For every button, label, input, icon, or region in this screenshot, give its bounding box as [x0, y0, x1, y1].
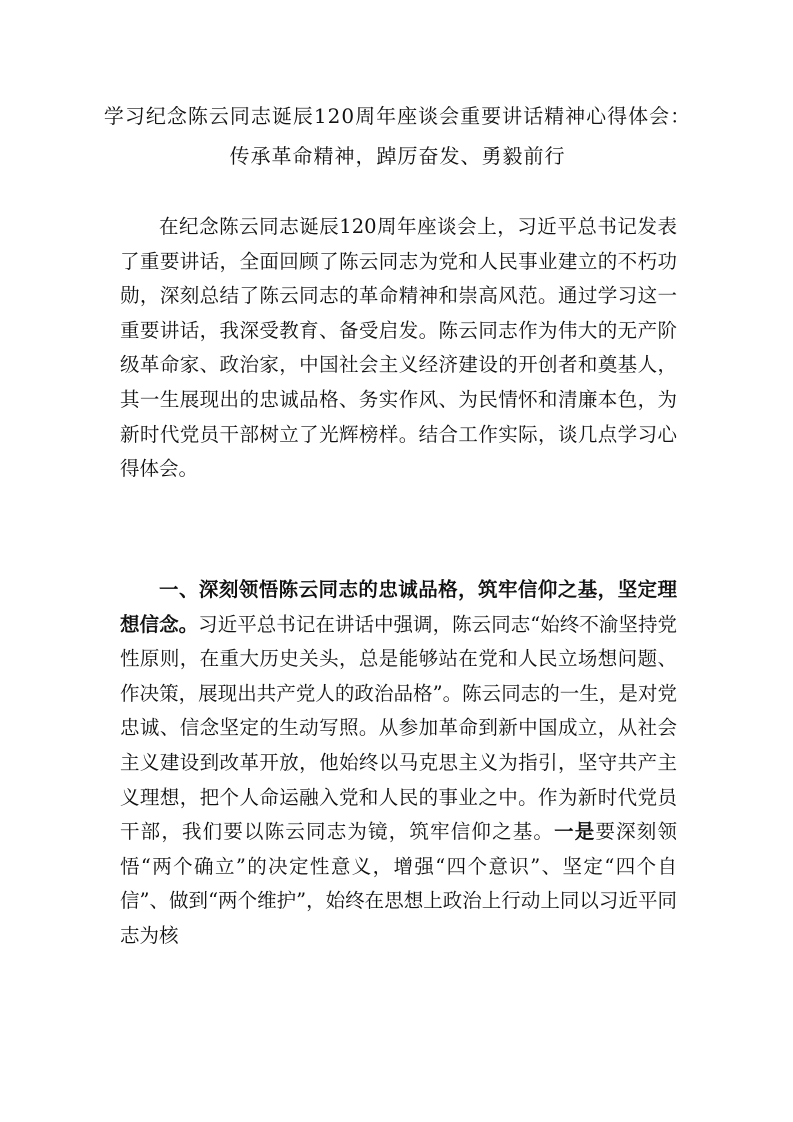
point-one-label: 一是 — [554, 820, 596, 844]
point-one-text: 要深刻领悟“两个确立”的决定性意义，增强“四个意识”、坚定“四个自信”、做到“两个维护”，始终在思想上政治上行动上同以习近平同志为核 — [120, 820, 677, 947]
intro-paragraph: 在纪念陈云同志诞辰120周年座谈会上，习近平总书记发表了重要讲话，全面回顾了陈云同志为党和人民事业建立的不朽功勋，深刻总结了陈云同志的革命精神和崇高风范。通过学习这一重要讲话，我深受教育、备受启发。陈云同志作为伟大的无产阶级革命家、政治家，中国社会主义经济建设的开创者和奠基人，其一生展现出的忠诚品格、务实作风、为民情怀和清廉本色，为新时代党员干部树立了光辉榜样。结合工作实际，谈几点学习心得体会。 — [120, 215, 677, 481]
section-one-paragraph — [120, 573, 677, 954]
document-title: 学习纪念陈云同志诞辰120周年座谈会重要讲话精神心得体会：传承革命精神，踔厉奋发、勇毅前行 — [103, 104, 692, 168]
section-one-heading: 一、深刻领悟陈云同志的忠诚品格，筑牢信仰之基，坚定理想信念。 — [120, 578, 677, 636]
section-one-text: 习近平总书记在讲话中强调，陈云同志“始终不渝坚持党性原则，在重大历史关头，总是能够站在党和人民立场想问题、作决策，展现出共产党人的政治品格”。陈云同志的一生，是对党忠诚、信念坚定的生动写照。从参加革命到新中国成立，从社会主义建设到改革开放，他始终以马克思主义为指引，坚守共产主义理想，把个人命运融入党和人民的事业之中。作为新时代党员干部，我们要以陈云同志为镜，筑牢信仰之基。 — [120, 612, 677, 844]
